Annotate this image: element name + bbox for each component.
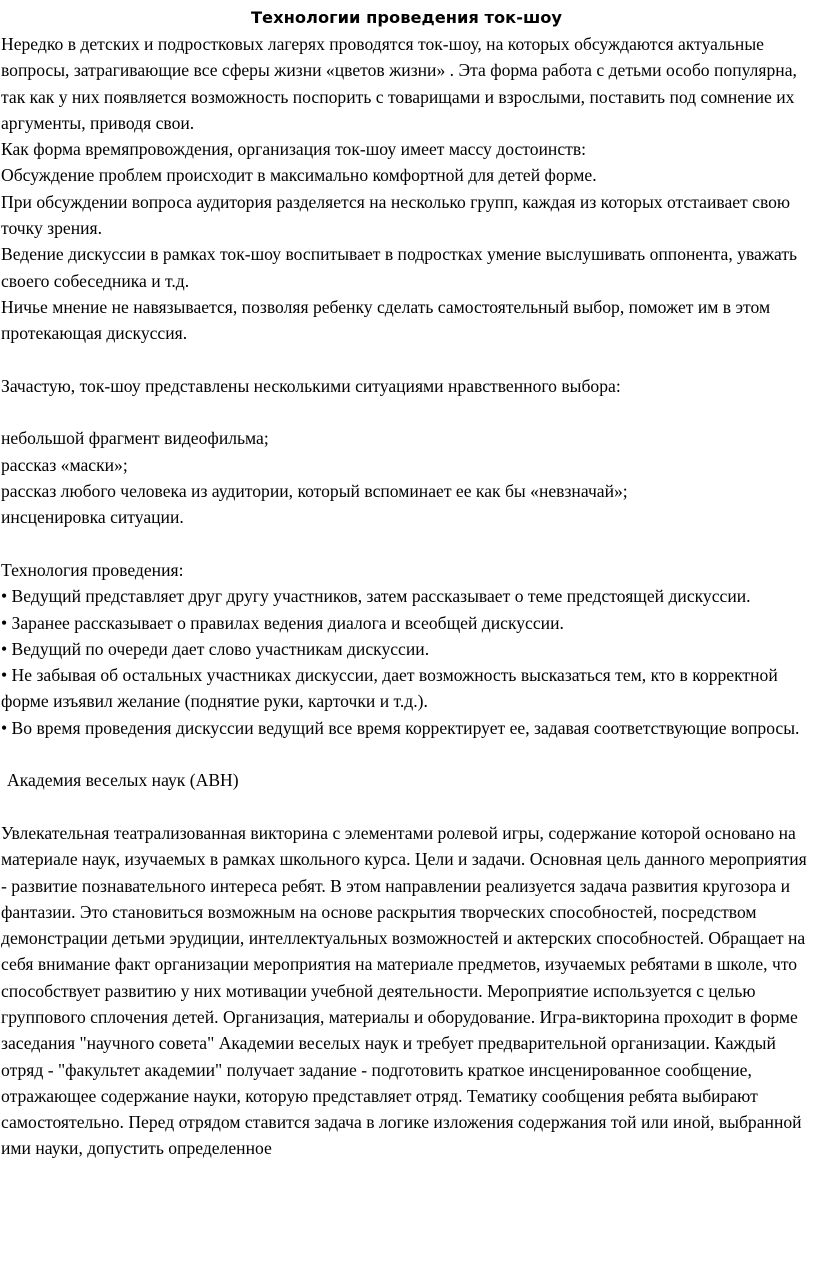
intro-paragraph: Ведение дискуссии в рамках ток-шоу воспитывает в подростках умение выслушивать оппонента, уважать своего собеседника и т.д. xyxy=(1,244,798,291)
technology-step: • Ведущий по очереди дает слово участникам дискуссии. xyxy=(1,638,430,659)
blank-line xyxy=(1,741,812,767)
intro-paragraph: При обсуждении вопроса аудитория разделяется на несколько групп, каждая из которых отстаивает свою точку зрения. xyxy=(1,191,791,239)
situation-item: рассказ «маски»; xyxy=(1,454,128,475)
technology-step: • Не забывая об остальных участниках дискуссии, дает возможность высказаться тем, кто в корректной форме изъявил желание (поднятие руки, карточки и т.д.). xyxy=(1,665,778,712)
intro-paragraph: Обсуждение проблем происходит в максимально комфортной для детей форме. xyxy=(1,165,597,186)
situation-item: инсценировка ситуации. xyxy=(1,507,184,528)
intro-paragraph: Как форма времяпровождения, организация ток-шоу имеет массу достоинств: xyxy=(1,139,587,160)
technology-heading: Технология проведения: xyxy=(1,559,184,580)
section-body: Увлекательная театрализованная викторина с элементами ролевой игры, содержание которой основано на материале наук, изучаемых в рамках школьного курса. Цели и задачи. Основная цель данного мероприятия - развитие познавательного интереса ребят. В этом направлении реализуется задача развития кругозора и фантазии. Это становиться возможным на основе раскрытия творческих способностей, посредством демонстрации детьми эрудиции, интеллектуальных возможностей и актерских способностей. Обращает на себя внимание факт организации мероприятия на материале предметов, изучаемых ребятами в школе, что способствует развитию у них мотивации учебной деятельности. Мероприятие используется с целью группового сплочения детей. Организация, материалы и оборудование. Игра-викторина проходит в форме заседания "научного совета" Академии веселых наук и требует предварительной организации. Каждый отряд - "факультет академии" получает задание - подготовить краткое инсценированное сообщение, отражающее содержание науки, которую представляет отряд. Тематику сообщения ребята выбирают самостоятельно. Перед отрядом ставится задача в логике изложения содержания той или иной, выбранной ими науки, допустить определенное xyxy=(1,822,807,1159)
technology-step: • Заранее рассказывает о правилах ведения диалога и всеобщей дискуссии. xyxy=(1,612,564,633)
intro-paragraph: Ничье мнение не навязывается, позволяя ребенку сделать самостоятельный выбор, поможет им в этом протекающая дискуссия. xyxy=(1,296,771,344)
technology-step: • Ведущий представляет друг другу участников, затем рассказывает о теме предстоящей дискуссии. xyxy=(1,586,751,607)
blank-line xyxy=(1,347,812,373)
situation-item: рассказ любого человека из аудитории, который вспоминает ее как бы «невзначай»; xyxy=(1,481,628,502)
situations-intro: Зачастую, ток-шоу представлены несколькими ситуациями нравственного выбора: xyxy=(1,375,621,396)
document-title: Технологии проведения ток-шоу xyxy=(250,8,563,27)
blank-line xyxy=(1,399,812,425)
section-heading: Академия веселых наук (АВН) xyxy=(7,770,239,791)
technology-step: • Во время проведения дискуссии ведущий все время корректирует ее, задавая соответствующие вопросы. xyxy=(1,717,800,738)
blank-line xyxy=(1,531,812,557)
situation-item: небольшой фрагмент видеофильма; xyxy=(1,428,269,449)
intro-paragraph: Нередко в детских и подростковых лагерях проводятся ток-шоу, на которых обсуждаются актуальные вопросы, затрагивающие все сферы жизни «цветов жизни» . Эта форма работа с детьми особо популярна, так как у них появляется возможность поспорить с товарищами и взрослыми, поставить под сомнение их аргументы, приводя свои. xyxy=(1,34,797,133)
blank-line xyxy=(1,794,812,820)
